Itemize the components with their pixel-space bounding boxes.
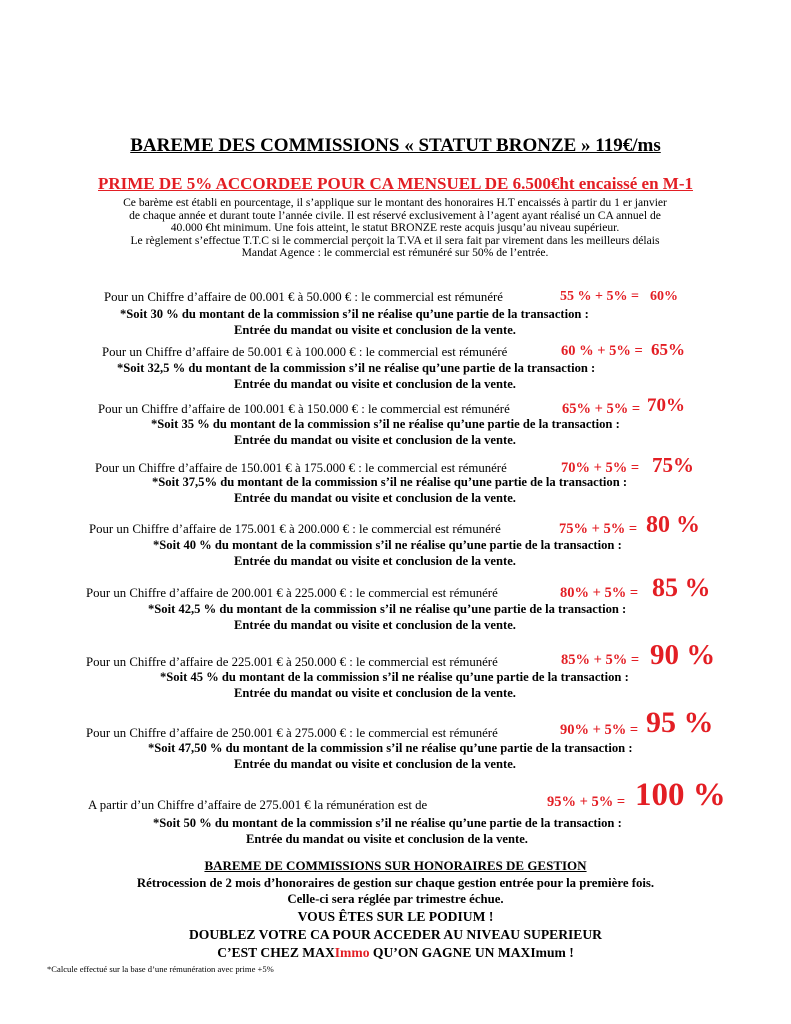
slogan-line: [0, 945, 791, 961]
prime-heading: PRIME DE 5% ACCORDEE POUR CA MENSUEL DE 6.500€ht encaissé en M-1: [97, 174, 694, 193]
tier-entree: Entrée du mandat ou visite et conclusion de la vente.: [234, 323, 516, 337]
tier-total: 90 %: [650, 639, 716, 671]
tier-total: 60%: [650, 289, 678, 304]
intro-line: 40.000 €ht minimum. Une fois atteint, le statut BRONZE reste acquis jusqu’au niveau supérieur.: [170, 221, 620, 235]
gestion-title: BAREME DE COMMISSIONS SUR HONORAIRES DE GESTION: [204, 858, 587, 873]
tier-formula: 90% + 5% =: [560, 722, 639, 738]
tier-soit: *Soit 45 % du montant de la commission s’il ne réalise qu’une partie de la transaction :: [160, 670, 629, 684]
intro-line: Mandat Agence : le commercial est rémunéré sur 50% de l’entrée.: [241, 246, 549, 260]
tier-soit: *Soit 32,5 % du montant de la commission s’il ne réalise qu’une partie de la transaction :: [117, 361, 596, 375]
tier-line: Pour un Chiffre d’affaire de 250.001 € à 275.000 € : le commercial est rémunéré: [86, 726, 498, 740]
intro-line: de chaque année et durant toute l’année civile. Il est réservé exclusivement à l’agent ayant réalisé un CA annuel de: [129, 208, 661, 222]
tier-entree: Entrée du mandat ou visite et conclusion de la vente.: [234, 757, 516, 771]
tier-entree: Entrée du mandat ou visite et conclusion de la vente.: [234, 618, 516, 632]
tier-soit: *Soit 35 % du montant de la commission s’il ne réalise qu’une partie de la transaction :: [151, 417, 620, 431]
intro-line: Ce barème est établi en pourcentage, il s’applique sur le montant des honoraires H.T encaissés à partir du 1 er janvier: [123, 196, 667, 209]
calc-note: *Calcule effectué sur la base d’une rémunération avec prime +5%: [47, 964, 274, 974]
tier-total: 95 %: [646, 706, 714, 739]
tier-line: Pour un Chiffre d’affaire de 50.001 € à 100.000 € : le commercial est rémunéré: [102, 345, 508, 359]
double-ca-line: DOUBLEZ VOTRE CA POUR ACCEDER AU NIVEAU SUPERIEUR: [188, 927, 602, 942]
tier-formula: 80% + 5% =: [560, 585, 639, 601]
tier-entree: Entrée du mandat ou visite et conclusion de la vente.: [234, 433, 516, 447]
tier-soit: *Soit 30 % du montant de la commission s’il ne réalise qu’une partie de la transaction :: [120, 307, 589, 321]
tier-formula: 60 % + 5% =: [561, 343, 643, 359]
tier-formula: 55 % + 5% =: [560, 289, 639, 304]
tier-soit: *Soit 40 % du montant de la commission s’il ne réalise qu’une partie de la transaction :: [153, 538, 622, 552]
tier-soit: *Soit 47,50 % du montant de la commission s’il ne réalise qu’une partie de la transaction :: [148, 741, 633, 755]
tier-soit: *Soit 37,5% du montant de la commission s’il ne réalise qu’une partie de la transaction :: [152, 475, 628, 489]
tier-total: 80 %: [646, 512, 700, 538]
tier-total: 75%: [652, 453, 694, 477]
intro-line: Le règlement s’effectue T.T.C si le commercial perçoit la T.VA et il sera fait par virement dans les meilleurs délais: [130, 233, 660, 247]
tier-soit: *Soit 42,5 % du montant de la commission s’il ne réalise qu’une partie de la transaction :: [148, 602, 627, 616]
page-title: BAREME DES COMMISSIONS « STATUT BRONZE » 119€/ms: [130, 135, 661, 156]
tier-line: Pour un Chiffre d’affaire de 225.001 € à 250.000 € : le commercial est rémunéré: [86, 655, 498, 669]
tier-total: 70%: [647, 395, 685, 416]
slogan-part: C’EST CHEZ MAX: [217, 945, 335, 960]
tier-soit: *Soit 50 % du montant de la commission s’il ne réalise qu’une partie de la transaction :: [153, 816, 622, 830]
tier-formula: 65% + 5% =: [562, 401, 641, 417]
tier-line: Pour un Chiffre d’affaire de 00.001 € à 50.000 € : le commercial est rémunéré: [104, 290, 503, 304]
intro-paragraph: [70, 197, 720, 260]
tier-formula: 85% + 5% =: [561, 652, 640, 668]
tier-line: A partir d’un Chiffre d’affaire de 275.001 € la rémunération est de: [88, 798, 428, 812]
slogan-immo: Immo: [334, 945, 370, 960]
tier-line: Pour un Chiffre d’affaire de 150.001 € à 175.000 € : le commercial est rémunéré: [95, 461, 507, 475]
gestion-line: Celle-ci sera réglée par trimestre échue.: [287, 892, 504, 906]
tier-line: Pour un Chiffre d’affaire de 100.001 € à 150.000 € : le commercial est rémunéré: [98, 402, 510, 416]
tier-entree: Entrée du mandat ou visite et conclusion de la vente.: [234, 686, 516, 700]
tier-entree: Entrée du mandat ou visite et conclusion de la vente.: [246, 832, 528, 846]
tier-formula: 70% + 5% =: [561, 460, 640, 476]
tier-line: Pour un Chiffre d’affaire de 200.001 € à 225.000 € : le commercial est rémunéré: [86, 586, 498, 600]
podium-line: VOUS ÊTES SUR LE PODIUM !: [297, 909, 494, 924]
tier-total: 100 %: [635, 777, 726, 813]
tier-entree: Entrée du mandat ou visite et conclusion de la vente.: [234, 491, 516, 505]
tier-total: 85 %: [652, 573, 711, 602]
tier-total: 65%: [651, 340, 685, 359]
tier-entree: Entrée du mandat ou visite et conclusion de la vente.: [234, 554, 516, 568]
slogan-part: QU’ON GAGNE UN MAXImum !: [369, 945, 574, 960]
gestion-line: Rétrocession de 2 mois d’honoraires de gestion sur chaque gestion entrée pour la première fois.: [136, 876, 655, 890]
tier-formula: 95% + 5% =: [547, 794, 626, 810]
tier-line: Pour un Chiffre d’affaire de 175.001 € à 200.000 € : le commercial est rémunéré: [89, 522, 501, 536]
tier-entree: Entrée du mandat ou visite et conclusion de la vente.: [234, 377, 516, 391]
tier-formula: 75% + 5% =: [559, 521, 638, 537]
